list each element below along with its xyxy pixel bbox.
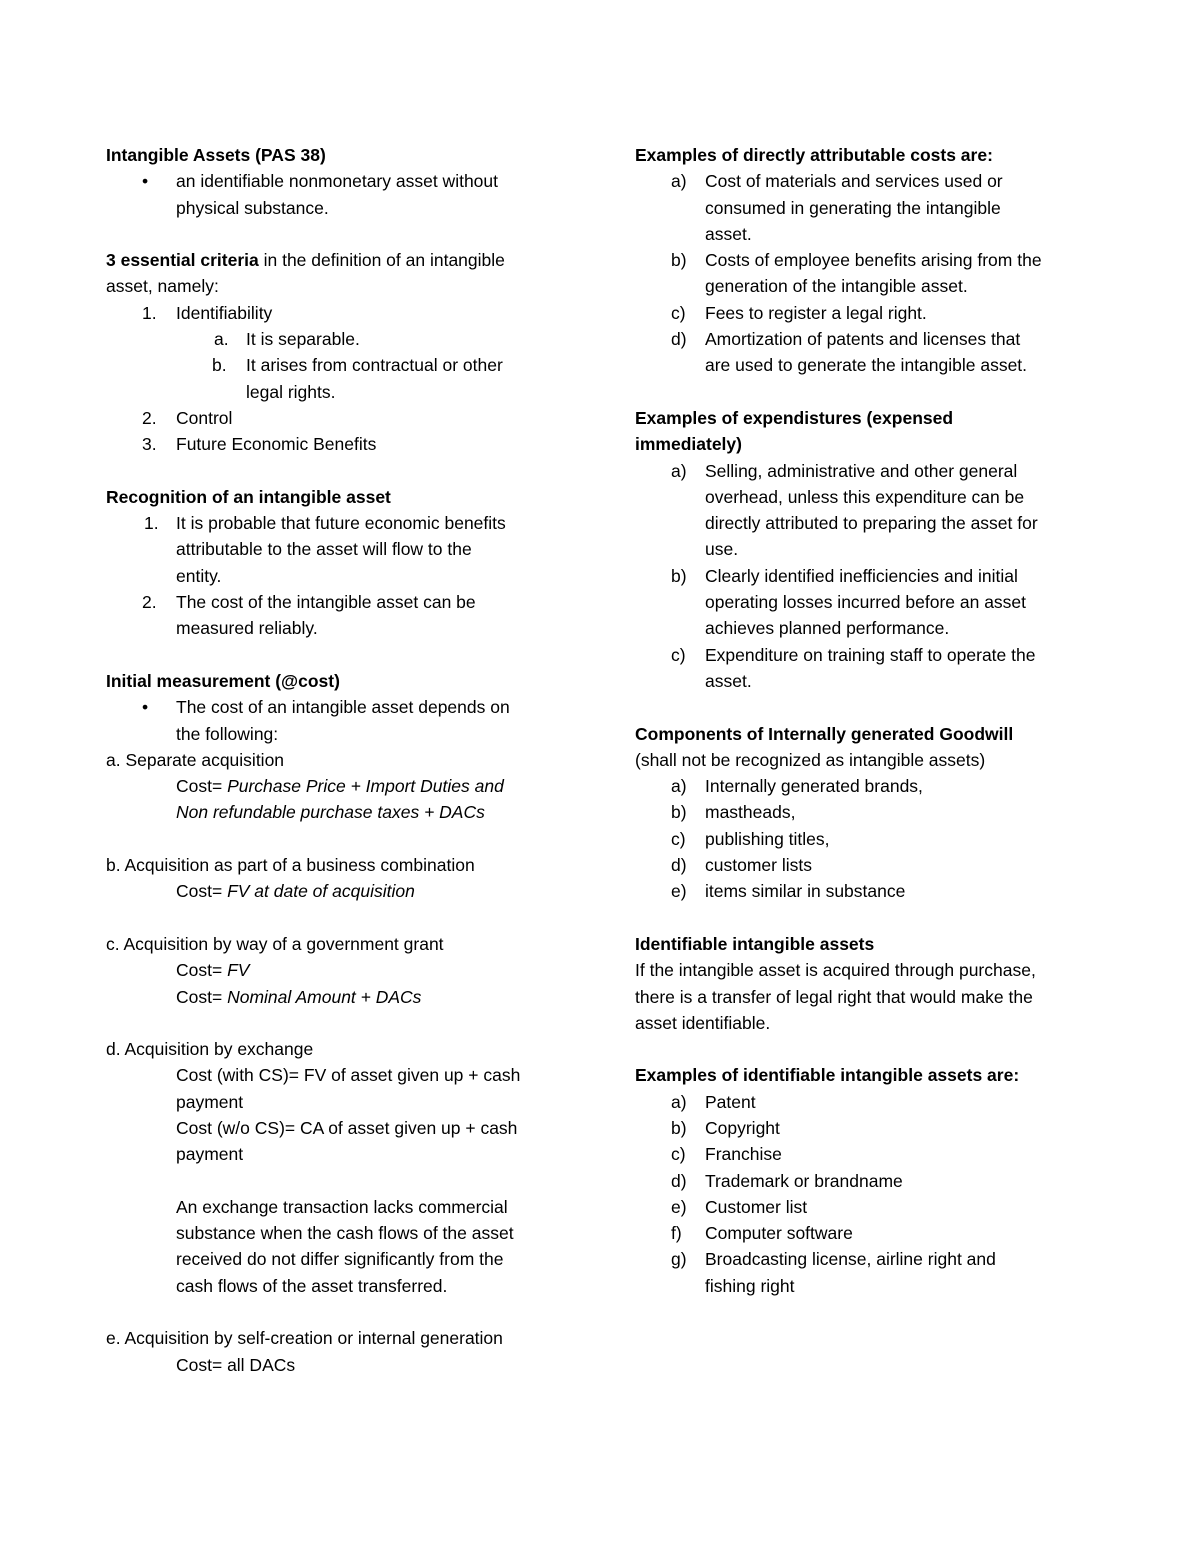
- government-acquisition: c. Acquisition by way of a government grant: [106, 933, 444, 954]
- exchange-acquisition: d. Acquisition by exchange: [106, 1039, 314, 1060]
- criteria-subitem: legal rights.: [246, 381, 336, 402]
- expenditure-heading: immediately): [635, 434, 742, 455]
- definition-line: physical substance.: [176, 197, 329, 218]
- goodwill-subheading: (shall not be recognized as intangible assets): [635, 749, 986, 770]
- self-acquisition: e. Acquisition by self-creation or internal generation: [106, 1328, 503, 1349]
- recognition-item: entity.: [176, 565, 222, 586]
- left-column: [106, 142, 576, 1378]
- identifiable-text: there is a transfer of legal right that would make the: [635, 986, 1033, 1007]
- identifiable-text: If the intangible asset is acquired through purchase,: [635, 960, 1036, 981]
- separate-cost: Non refundable purchase taxes + DACs: [176, 802, 485, 823]
- exchange-cost: payment: [176, 1144, 244, 1165]
- recognition-item: attributable to the asset will flow to the: [176, 539, 472, 560]
- bullet-icon: •: [142, 171, 149, 192]
- dac-item: c) Fees to register a legal right.: [671, 302, 927, 323]
- example-item: g) Broadcasting license, airline right and: [671, 1249, 996, 1270]
- dac-item: b) Costs of employee benefits arising from the: [671, 250, 1042, 271]
- goodwill-item: d) customer lists: [671, 855, 812, 876]
- dac-item: consumed in generating the intangible: [705, 197, 1001, 218]
- criteria-intro: 3 essential criteria in the definition of an intangible: [106, 250, 505, 271]
- example-item: fishing right: [705, 1275, 795, 1296]
- goodwill-item: c) publishing titles,: [671, 828, 830, 849]
- expenditure-item: achieves planned performance.: [705, 618, 950, 639]
- expenditure-item: use.: [705, 539, 739, 560]
- exchange-note: An exchange transaction lacks commercial: [176, 1196, 508, 1217]
- goodwill-item: b) mastheads,: [671, 802, 796, 823]
- recognition-heading: Recognition of an intangible asset: [106, 486, 391, 507]
- example-item: a) Patent: [671, 1091, 756, 1112]
- recognition-item: 1. It is probable that future economic benefits: [144, 513, 506, 534]
- dac-item: a) Cost of materials and services used or: [671, 171, 1003, 192]
- example-item: e) Customer list: [671, 1196, 808, 1217]
- example-item: f) Computer software: [671, 1223, 853, 1244]
- criteria-subitem: b. It arises from contractual or other: [212, 355, 503, 376]
- separate-acquisition: a. Separate acquisition: [106, 749, 285, 770]
- dac-item: d) Amortization of patents and licenses that: [671, 329, 1021, 350]
- initial-heading: Initial measurement (@cost): [106, 670, 340, 691]
- criteria-item: 1. Identifiability: [142, 302, 273, 323]
- expenditure-heading: Examples of expendistures (expensed: [635, 407, 954, 428]
- criteria-intro-line2: asset, namely:: [106, 276, 219, 297]
- exchange-cost: Cost (with CS)= FV of asset given up + cash: [176, 1065, 521, 1086]
- dac-item: are used to generate the intangible asset.: [705, 355, 1028, 376]
- expenditure-item: c) Expenditure on training staff to operate the: [671, 644, 1036, 665]
- government-cost: Cost= Nominal Amount + DACs: [176, 986, 422, 1007]
- bullet-icon: •: [142, 697, 149, 718]
- goodwill-heading: Components of Internally generated Goodwill: [635, 723, 1014, 744]
- definition-line: • an identifiable nonmonetary asset without: [106, 168, 576, 194]
- goodwill-item: a) Internally generated brands,: [671, 776, 923, 797]
- exchange-note: received do not differ significantly from the: [176, 1249, 504, 1270]
- expenditure-item: operating losses incurred before an asset: [705, 592, 1027, 613]
- example-item: c) Franchise: [671, 1144, 782, 1165]
- criteria-item: 3. Future Economic Benefits: [142, 434, 377, 455]
- right-column: [635, 142, 1105, 1299]
- goodwill-item: e) items similar in substance: [671, 881, 906, 902]
- government-cost: Cost= FV: [176, 960, 250, 981]
- example-item: d) Trademark or brandname: [671, 1170, 903, 1191]
- dac-item: asset.: [705, 223, 752, 244]
- criteria-subitem: a. It is separable.: [214, 329, 360, 350]
- exchange-cost: payment: [176, 1091, 244, 1112]
- expenditure-item: asset.: [705, 670, 752, 691]
- exchange-note: cash flows of the asset transferred.: [176, 1275, 448, 1296]
- business-acquisition: b. Acquisition as part of a business combination: [106, 855, 475, 876]
- example-item: b) Copyright: [671, 1117, 780, 1138]
- exchange-note: substance when the cash flows of the asset: [176, 1223, 514, 1244]
- business-cost: Cost= FV at date of acquisition: [176, 881, 415, 902]
- page-title: Intangible Assets (PAS 38): [106, 145, 326, 165]
- recognition-item: measured reliably.: [176, 618, 318, 639]
- self-cost: Cost= all DACs: [176, 1354, 296, 1375]
- recognition-item: 2. The cost of the intangible asset can be: [142, 592, 476, 613]
- examples-heading: Examples of identifiable intangible assets are:: [635, 1065, 1020, 1086]
- dac-heading: Examples of directly attributable costs are:: [635, 145, 993, 165]
- dac-item: generation of the intangible asset.: [705, 276, 968, 297]
- expenditure-item: a) Selling, administrative and other general: [671, 460, 1018, 481]
- expenditure-item: b) Clearly identified inefficiencies and initial: [671, 565, 1018, 586]
- identifiable-heading: Identifiable intangible assets: [635, 933, 875, 954]
- initial-bullet: • The cost of an intangible asset depends on: [106, 694, 576, 720]
- separate-cost: Cost= Purchase Price + Import Duties and: [176, 776, 504, 797]
- exchange-cost: Cost (w/o CS)= CA of asset given up + cash: [176, 1117, 518, 1138]
- identifiable-text: asset identifiable.: [635, 1012, 771, 1033]
- criteria-item: 2. Control: [142, 407, 233, 428]
- expenditure-item: overhead, unless this expenditure can be: [705, 486, 1025, 507]
- expenditure-item: directly attributed to preparing the asset for: [705, 513, 1038, 534]
- initial-bullet: the following:: [176, 723, 279, 744]
